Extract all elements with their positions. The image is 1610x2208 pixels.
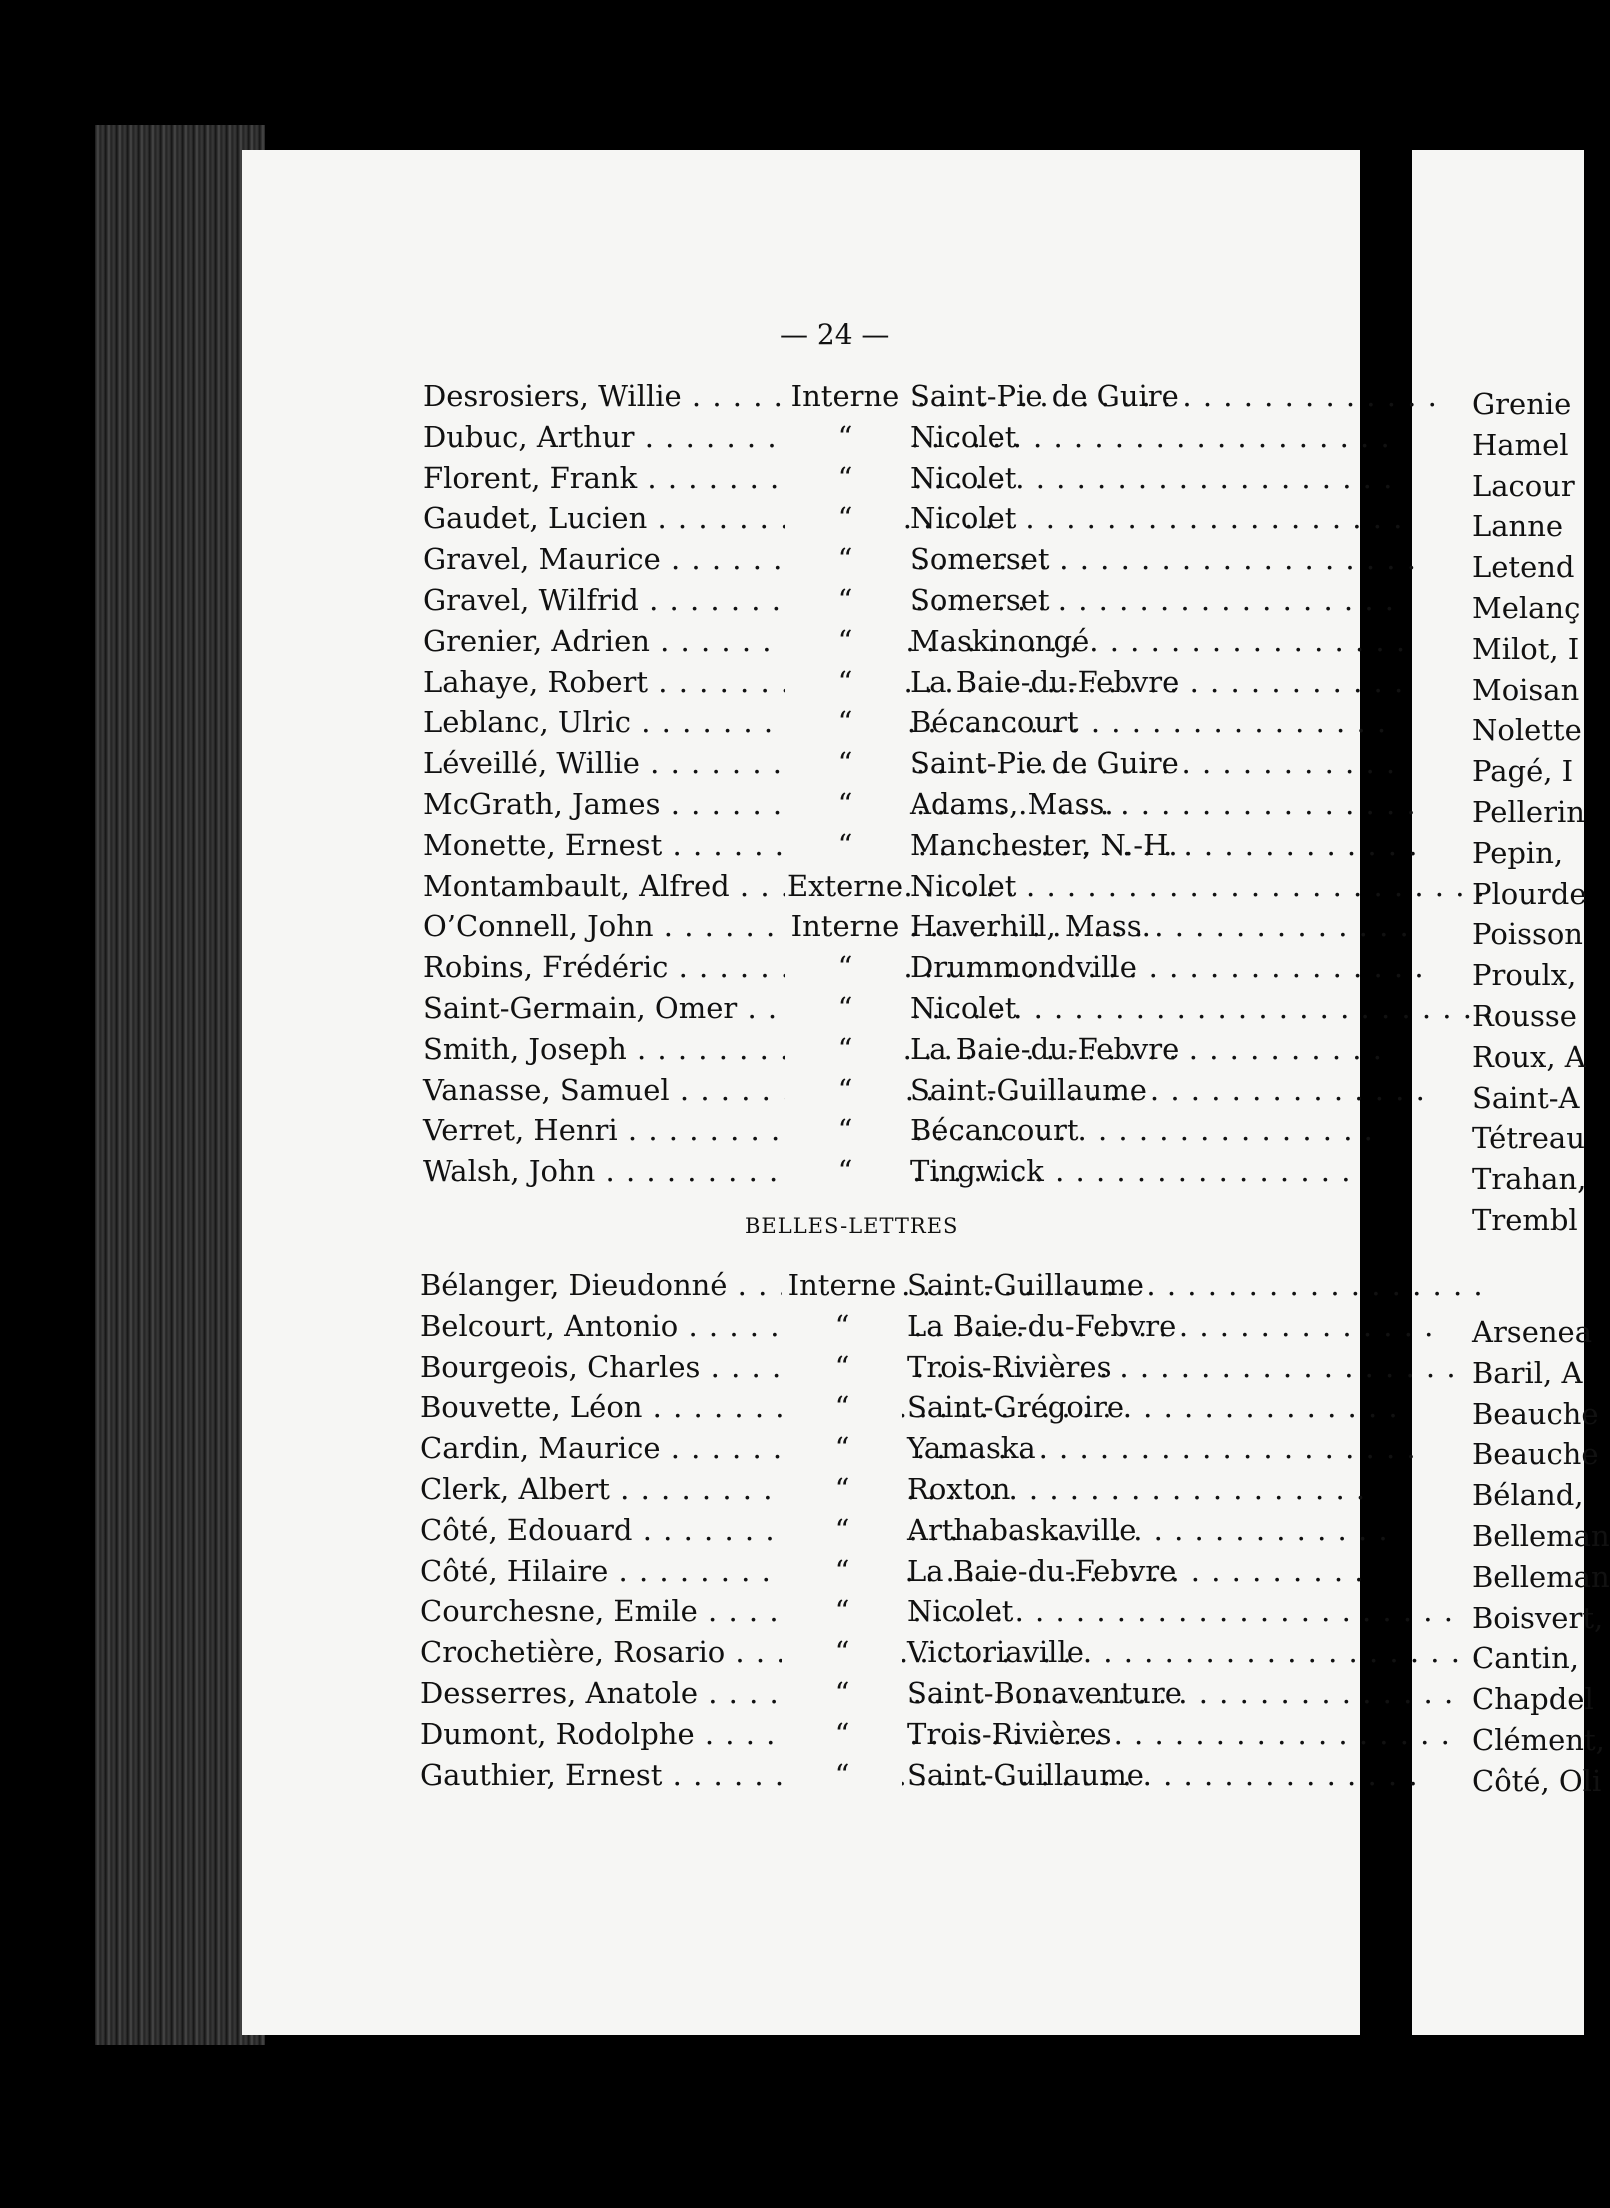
student-status: “ <box>785 947 905 988</box>
student-name: Verret, Henri . . . <box>423 1110 783 1151</box>
student-status: Interne <box>785 376 905 417</box>
student-status: “ <box>785 1151 905 1192</box>
right-page-line: Hamel <box>1472 427 1569 462</box>
right-page-line: Milot, I <box>1472 631 1580 666</box>
student-name: McGrath, James . . . <box>423 784 783 825</box>
right-page-line: Beauche <box>1472 1437 1599 1472</box>
right-page-line: Chapdel <box>1472 1682 1594 1717</box>
student-status: “ <box>785 784 905 825</box>
student-place: Nicolet <box>910 460 1017 495</box>
student-status: “ <box>782 1755 902 1796</box>
right-page-list-2 <box>1472 1312 1610 1802</box>
right-page-line: Tétreau <box>1472 1121 1585 1156</box>
student-place: Nicolet <box>910 501 1017 536</box>
student-place: Bécancourt <box>910 1113 1079 1148</box>
student-status: “ <box>785 1110 905 1151</box>
right-page-line: Cantin, <box>1472 1641 1579 1676</box>
student-name: Walsh, John . . . <box>423 1151 783 1192</box>
student-status: Interne <box>785 906 905 947</box>
student-name: Dubuc, Arthur . . . <box>423 417 783 458</box>
right-page-line: Boisvert, <box>1472 1600 1604 1635</box>
right-page-line: Moisan <box>1472 672 1580 707</box>
right-page-line: Proulx, <box>1472 958 1577 993</box>
student-name: Cardin, Maurice . . . <box>420 1428 780 1469</box>
student-place: Saint-Guillaume <box>907 1757 1144 1792</box>
student-status: “ <box>782 1347 902 1388</box>
right-page-line: Pepin, <box>1472 835 1564 870</box>
student-name: Dumont, Rodolphe . . . <box>420 1714 780 1755</box>
student-status: “ <box>782 1510 902 1551</box>
student-status: “ <box>785 743 905 784</box>
student-place: La Baie-du-Febvre <box>907 1308 1177 1343</box>
student-place: La Baie-du-Febvre <box>910 664 1180 699</box>
student-place: La Baie-du-Febvre <box>910 1031 1180 1066</box>
right-page-line: Trembl <box>1472 1202 1578 1237</box>
student-place: Saint-Grégoire <box>907 1390 1125 1425</box>
student-status: “ <box>782 1428 902 1469</box>
student-place: Saint-Guillaume <box>907 1268 1144 1302</box>
section-title: BELLES-LETTRES <box>745 1214 959 1238</box>
right-page-line: Rousse <box>1472 998 1577 1033</box>
book-page-edges <box>95 125 265 2045</box>
student-name: Smith, Joseph . . . <box>423 1029 783 1070</box>
student-name: Gravel, Wilfrid . . . <box>423 580 783 621</box>
student-place: Trois-Rivières <box>907 1349 1112 1384</box>
student-name: Crochetière, Rosario . . . <box>420 1632 780 1673</box>
student-place: Nicolet <box>910 868 1017 903</box>
student-status: Interne <box>782 1265 902 1306</box>
student-place: Nicolet <box>910 990 1017 1025</box>
student-place: Maskinongé <box>910 623 1090 658</box>
student-name: Gravel, Maurice . . . <box>423 539 783 580</box>
student-place: Saint-Pie de Guire <box>910 379 1179 413</box>
student-place: Trois-Rivières <box>907 1716 1112 1751</box>
student-place: Nicolet <box>910 419 1017 454</box>
right-page-line: Pagé, I <box>1472 754 1574 789</box>
student-status: “ <box>782 1632 902 1673</box>
student-name: Leblanc, Ulric . . . <box>423 702 783 743</box>
student-name: Côté, Edouard . . . <box>420 1510 780 1551</box>
right-page-line: Roux, A <box>1472 1039 1586 1074</box>
student-place: Victoriaville <box>907 1635 1084 1670</box>
student-status: “ <box>782 1551 902 1592</box>
right-page-line: Letend <box>1472 550 1575 585</box>
right-page-line: Belleman <box>1472 1518 1610 1553</box>
student-name: Courchesne, Emile . . . <box>420 1591 780 1632</box>
student-name: Gaudet, Lucien . . . <box>423 498 783 539</box>
student-name: Bourgeois, Charles . . . <box>420 1347 780 1388</box>
student-place: Somerset <box>910 542 1050 577</box>
right-page-line: Melanç <box>1472 590 1581 625</box>
right-page-line: Plourde <box>1472 876 1587 911</box>
student-status: “ <box>785 1070 905 1111</box>
student-place: Saint-Bonaventure <box>907 1675 1182 1710</box>
student-name: O’Connell, John . . . <box>423 906 783 947</box>
student-status: “ <box>785 580 905 621</box>
right-page-line: Lacour <box>1472 468 1575 503</box>
student-place: Drummondville <box>910 950 1137 985</box>
right-page-line: Saint-A <box>1472 1080 1580 1115</box>
student-name: Florent, Frank . . . <box>423 458 783 499</box>
right-page-line: Lanne <box>1472 509 1564 544</box>
student-place: Haverhill, Mass. <box>910 909 1151 944</box>
student-place: Bécancourt <box>910 705 1079 740</box>
right-page-list-1 <box>1472 384 1587 1241</box>
right-page-line: Béland, <box>1472 1478 1584 1513</box>
student-status: “ <box>785 988 905 1029</box>
student-status: “ <box>785 417 905 458</box>
student-place: Somerset <box>910 582 1050 617</box>
right-page-line: Beauche <box>1472 1396 1599 1431</box>
student-status: “ <box>782 1714 902 1755</box>
student-name: Gauthier, Ernest . . . <box>420 1755 780 1796</box>
student-status: “ <box>782 1387 902 1428</box>
student-status: “ <box>782 1469 902 1510</box>
right-page-line: Nolette <box>1472 713 1582 748</box>
student-place: Manchester, N.-H. <box>910 827 1178 862</box>
student-place: Tingwick <box>910 1154 1044 1189</box>
student-place: La Baie-du-Febvre <box>907 1553 1177 1588</box>
student-place: Yamaska <box>907 1431 1036 1466</box>
student-name: Belcourt, Antonio . . . <box>420 1306 780 1347</box>
student-name: Desserres, Anatole . . . <box>420 1673 780 1714</box>
page-number: — 24 — <box>780 318 890 351</box>
student-place: Adams, Mass. <box>910 786 1114 821</box>
student-name: Bélanger, Dieudonné . . . <box>420 1265 780 1306</box>
student-name: Clerk, Albert . . . <box>420 1469 780 1510</box>
student-status: “ <box>785 702 905 743</box>
student-place: Arthabaskaville <box>907 1512 1137 1547</box>
student-place: Saint-Pie de Guire <box>910 746 1179 781</box>
student-status: Externe <box>785 866 905 907</box>
right-page-line: Grenie <box>1472 387 1572 421</box>
student-place: Saint-Guillaume <box>910 1072 1147 1107</box>
student-status: “ <box>782 1673 902 1714</box>
student-name: Montambault, Alfred . . . <box>423 866 783 907</box>
student-name: Bouvette, Léon . . . <box>420 1387 780 1428</box>
student-name: Desrosiers, Willie . . . <box>423 376 783 417</box>
right-page-line: Arsenea <box>1472 1315 1592 1349</box>
right-page-line: Belleman <box>1472 1559 1610 1594</box>
student-status: “ <box>785 498 905 539</box>
student-name: Léveillé, Willie . . . <box>423 743 783 784</box>
right-page-line: Côté, Oli <box>1472 1763 1602 1798</box>
student-name: Monette, Ernest . . . <box>423 825 783 866</box>
student-name: Saint-Germain, Omer . . . <box>423 988 783 1029</box>
right-page-line: Pellerin <box>1472 794 1585 829</box>
student-name: Lahaye, Robert . . . <box>423 662 783 703</box>
student-name: Côté, Hilaire . . . <box>420 1551 780 1592</box>
student-status: “ <box>785 1029 905 1070</box>
student-name: Vanasse, Samuel . . . <box>423 1070 783 1111</box>
student-status: “ <box>785 662 905 703</box>
student-place: Nicolet <box>907 1594 1014 1629</box>
student-place: Roxton <box>907 1471 1011 1506</box>
right-page-line: Clément, <box>1472 1722 1605 1757</box>
student-status: “ <box>782 1591 902 1632</box>
student-status: “ <box>785 458 905 499</box>
student-status: “ <box>785 825 905 866</box>
student-status: “ <box>785 539 905 580</box>
student-status: “ <box>785 621 905 662</box>
right-page-line: Trahan, <box>1472 1162 1587 1197</box>
student-name: Robins, Frédéric . . . <box>423 947 783 988</box>
right-page-line: Baril, A <box>1472 1355 1583 1390</box>
right-page-line: Poisson <box>1472 917 1583 952</box>
student-status: “ <box>782 1306 902 1347</box>
student-name: Grenier, Adrien . . . <box>423 621 783 662</box>
